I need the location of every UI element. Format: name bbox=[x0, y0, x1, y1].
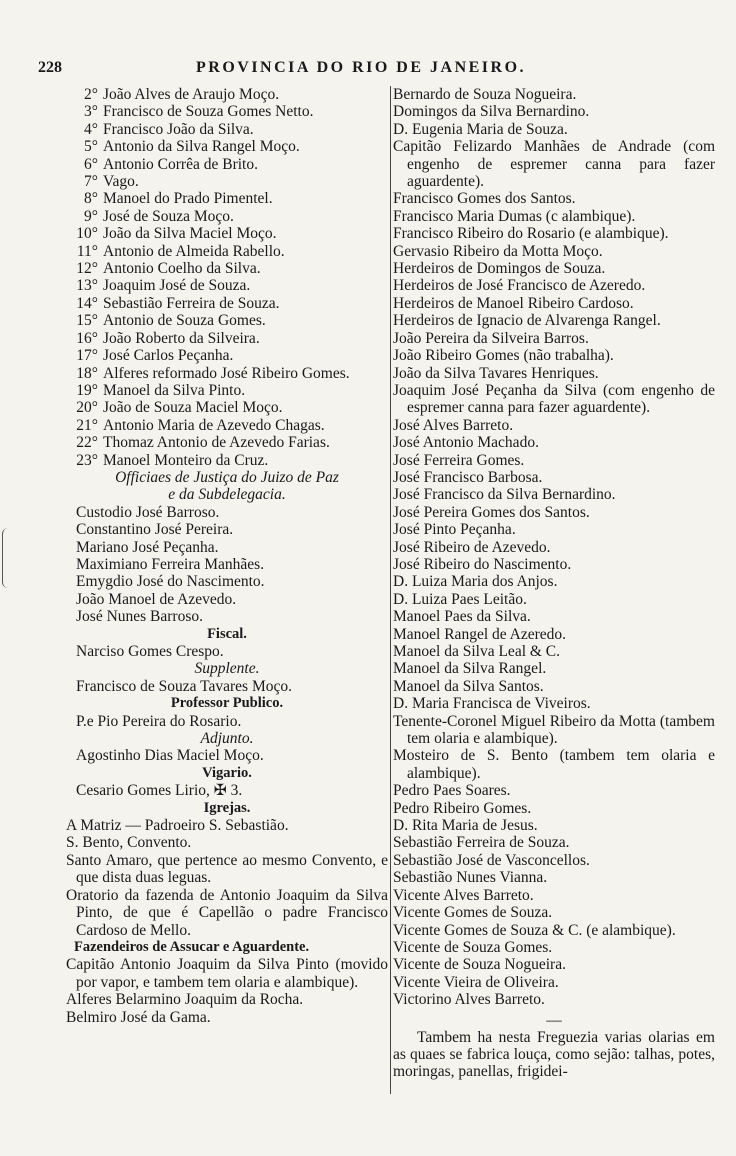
fazendeiro-entry: José Pinto Peçanha. bbox=[393, 521, 516, 539]
fazendeiro-entry: Manoel da Silva Leal & C. bbox=[393, 643, 561, 660]
fazendeiro-entry: Tenente-Coronel Miguel Ribeiro da Motta (tambem tem olaria e alambique). bbox=[393, 712, 715, 748]
igreja-item: Oratorio da fazenda de Antonio Joaquim da Silva Pinto, de que é Capellão o padre Francisco Cardoso de Mello. bbox=[66, 886, 388, 939]
fazendeiro-entry: D. Eugenia Maria de Souza. bbox=[393, 120, 568, 138]
numbered-list-item bbox=[66, 243, 388, 260]
adjunto-heading: Adjunto. bbox=[200, 730, 254, 748]
numbered-list-item bbox=[66, 277, 388, 294]
fazendeiro-entry: Manoel Rangel de Azeredo. bbox=[393, 625, 567, 643]
fazendeiro-entry: Herdeiros de Manoel Ribeiro Cardoso. bbox=[393, 294, 634, 312]
fazendeiros-heading: Fazendeiros de Assucar e Aguardente. bbox=[74, 938, 310, 955]
fazendeiro-entry: Herdeiros de Domingos de Souza. bbox=[393, 260, 606, 278]
list-item-number: 4° bbox=[84, 120, 98, 138]
list-item-number: 7° bbox=[84, 173, 98, 191]
fiscal-heading: Fiscal. bbox=[207, 625, 247, 642]
list-item-number: 17° bbox=[76, 347, 98, 365]
list-item-name: Antonio da Silva Rangel Moço. bbox=[103, 138, 300, 156]
left-column bbox=[66, 86, 388, 1026]
numbered-list-item bbox=[66, 330, 388, 347]
fazendeiro-entry: José Ribeiro de Azevedo. bbox=[393, 538, 551, 556]
numbered-list-item bbox=[66, 312, 388, 329]
list-item-number: 14° bbox=[76, 294, 98, 312]
fazendeiro-entry: Manoel da Silva Santos. bbox=[393, 677, 544, 695]
numbered-list bbox=[66, 86, 388, 469]
fazendeiro-entry: Vicente Gomes de Souza. bbox=[393, 904, 553, 922]
list-item-number: 18° bbox=[76, 364, 98, 382]
fazendeiro-item: Alferes Belarmino Joaquim da Rocha. bbox=[66, 991, 304, 1009]
list-item-number: 2° bbox=[84, 86, 98, 103]
list-item-number: 19° bbox=[76, 381, 98, 399]
fazendeiro-entry: D. Maria Francisca de Viveiros. bbox=[393, 695, 591, 713]
official-item: João Manoel de Azevedo. bbox=[76, 590, 237, 608]
numbered-list-item bbox=[66, 208, 388, 225]
official-item: Mariano José Peçanha. bbox=[76, 538, 219, 556]
margin-bracket-mark bbox=[2, 528, 11, 588]
fazendeiro-entry: Gervasio Ribeiro da Motta Moço. bbox=[393, 242, 603, 260]
list-item-number: 22° bbox=[76, 434, 98, 452]
list-item-name: Manoel Monteiro da Cruz. bbox=[103, 451, 269, 469]
page-number: 228 bbox=[38, 59, 62, 76]
list-item-name: Francisco de Souza Gomes Netto. bbox=[103, 103, 314, 121]
fazendeiro-entry: Joaquim José Peçanha da Silva (com engenho de espremer canna para fazer aguardente). bbox=[393, 381, 715, 417]
official-item: Maximiano Ferreira Manhães. bbox=[76, 555, 265, 573]
list-item-name: Joaquim José de Souza. bbox=[103, 277, 251, 295]
vigario-heading: Vigario. bbox=[202, 764, 252, 781]
fazendeiro-entry: João Ribeiro Gomes (não trabalha). bbox=[393, 347, 614, 365]
fazendeiro-entry: Pedro Paes Soares. bbox=[393, 782, 511, 800]
list-item-name: João de Souza Maciel Moço. bbox=[103, 399, 283, 417]
vigario-name: Cesario Gomes Lirio, ✠ 3. bbox=[76, 782, 243, 800]
fazendeiro-entry: José Alves Barreto. bbox=[393, 416, 514, 434]
fazendeiro-entry: Manoel da Silva Rangel. bbox=[393, 660, 547, 678]
fazendeiro-entry: Sebastião Nunes Vianna. bbox=[393, 869, 548, 887]
igreja-item: A Matriz — Padroeiro S. Sebastião. bbox=[66, 817, 289, 835]
fazendeiro-entry: José Francisco Barbosa. bbox=[393, 468, 543, 486]
numbered-list-item bbox=[66, 399, 388, 416]
list-item-number: 11° bbox=[76, 242, 98, 260]
fazendeiro-entry: Pedro Ribeiro Gomes. bbox=[393, 799, 532, 817]
list-item-number: 15° bbox=[76, 312, 98, 330]
fazendeiro-entry: Vicente Vieira de Oliveira. bbox=[393, 973, 559, 991]
list-item-name: Manoel da Silva Pinto. bbox=[103, 381, 246, 399]
fazendeiro-item: Belmiro José da Gama. bbox=[66, 1008, 211, 1026]
fazendeiros-list bbox=[66, 956, 388, 1026]
fazendeiro-entry: José Pereira Gomes dos Santos. bbox=[393, 503, 590, 521]
fazendeiro-entry: Domingos da Silva Bernardino. bbox=[393, 103, 590, 121]
numbered-list-item bbox=[66, 365, 388, 382]
list-item-number: 13° bbox=[76, 277, 98, 295]
list-item-number: 23° bbox=[76, 451, 98, 469]
fazendeiro-entry: José Ribeiro do Nascimento. bbox=[393, 555, 572, 573]
fazendeiro-entry: Herdeiros de Ignacio de Alvarenga Rangel. bbox=[393, 312, 661, 330]
fazendeiro-entry: Herdeiros de José Francisco de Azeredo. bbox=[393, 277, 646, 295]
list-item-number: 8° bbox=[84, 190, 98, 208]
fazendeiro-entry: Vicente de Souza Nogueira. bbox=[393, 956, 566, 974]
numbered-list-item bbox=[66, 138, 388, 155]
fazendeiro-entry: José Francisco da Silva Bernardino. bbox=[393, 486, 616, 504]
igrejas-heading: Igrejas. bbox=[203, 799, 251, 816]
numbered-list-item bbox=[66, 347, 388, 364]
fazendeiro-entry: João Pereira da Silveira Barros. bbox=[393, 329, 589, 347]
list-item-name: João Roberto da Silveira. bbox=[103, 329, 260, 347]
list-item-number: 9° bbox=[84, 207, 98, 225]
list-item-number: 3° bbox=[84, 103, 98, 121]
list-item-name: Alferes reformado José Ribeiro Gomes. bbox=[103, 364, 350, 382]
list-item-number: 10° bbox=[76, 225, 98, 243]
professor-name: P.e Pio Pereira do Rosario. bbox=[76, 712, 242, 730]
list-item-name: Antonio Corrêa de Brito. bbox=[103, 155, 258, 173]
adjunto-name: Agostinho Dias Maciel Moço. bbox=[76, 747, 264, 765]
numbered-list-item bbox=[66, 86, 388, 103]
list-item-number: 21° bbox=[76, 416, 98, 434]
list-item-name: João Alves de Araujo Moço. bbox=[103, 86, 280, 103]
numbered-list-item bbox=[66, 295, 388, 312]
igreja-item: Santo Amaro, que pertence ao mesmo Convento, e que dista duas leguas. bbox=[66, 851, 388, 887]
fazendeiro-entry: Victorino Alves Barreto. bbox=[393, 991, 545, 1009]
official-item: Constantino José Pereira. bbox=[76, 521, 234, 539]
list-item-name: Thomaz Antonio de Azevedo Farias. bbox=[103, 434, 330, 452]
fazendeiro-entry: Sebastião Ferreira de Souza. bbox=[393, 834, 570, 852]
list-item-name: José de Souza Moço. bbox=[103, 207, 234, 225]
list-item-number: 12° bbox=[76, 260, 98, 278]
fiscal-name: Narciso Gomes Crespo. bbox=[76, 643, 224, 660]
fazendeiro-entry: Vicente Alves Barreto. bbox=[393, 886, 534, 904]
fazendeiro-entry: Bernardo de Souza Nogueira. bbox=[393, 86, 577, 103]
fazendeiro-entry: Capitão Felizardo Manhães de Andrade (com engenho de espremer canna para fazer aguardente). bbox=[393, 138, 715, 191]
fazendeiro-entry: Vicente de Souza Gomes. bbox=[393, 938, 553, 956]
right-entries-list bbox=[393, 86, 715, 1009]
fazendeiro-entry: João da Silva Tavares Henriques. bbox=[393, 364, 599, 382]
separator-dash: — bbox=[546, 1011, 562, 1029]
fazendeiro-entry: Vicente Gomes de Souza & C. (e alambique). bbox=[393, 921, 676, 939]
numbered-list-item bbox=[66, 190, 388, 207]
running-title: PROVINCIA DO RIO DE JANEIRO. bbox=[196, 59, 527, 76]
fazendeiro-entry: Francisco Gomes dos Santos. bbox=[393, 190, 576, 208]
fazendeiro-entry: D. Rita Maria de Jesus. bbox=[393, 817, 538, 835]
supplente-name: Francisco de Souza Tavares Moço. bbox=[76, 677, 292, 695]
fazendeiro-item: Capitão Antonio Joaquim da Silva Pinto (movido por vapor, e tambem tem olaria e alambique). bbox=[66, 956, 388, 991]
list-item-name: Antonio Coelho da Silva. bbox=[103, 260, 261, 278]
numbered-list-item bbox=[66, 103, 388, 120]
fazendeiro-entry: Mosteiro de S. Bento (tambem tem olaria e alambique). bbox=[393, 747, 715, 782]
officials-list bbox=[66, 504, 388, 626]
list-item-number: 5° bbox=[84, 138, 98, 156]
igrejas-list bbox=[66, 817, 388, 939]
official-item: Custodio José Barroso. bbox=[76, 503, 220, 521]
officials-heading-cont: e da Subdelegacia. bbox=[168, 486, 286, 504]
numbered-list-item bbox=[66, 434, 388, 451]
fazendeiro-entry: D. Luiza Maria dos Anjos. bbox=[393, 573, 558, 591]
official-item: Emygdio José do Nascimento. bbox=[76, 573, 265, 591]
list-item-name: Antonio de Souza Gomes. bbox=[103, 312, 266, 330]
numbered-list-item bbox=[66, 121, 388, 138]
numbered-list-item bbox=[66, 382, 388, 399]
numbered-list-item bbox=[66, 452, 388, 469]
list-item-name: Francisco João da Silva. bbox=[103, 120, 254, 138]
list-item-name: Sebastião Ferreira de Souza. bbox=[103, 294, 280, 312]
fazendeiro-entry: Sebastião José de Vasconcellos. bbox=[393, 851, 590, 869]
official-item: José Nunes Barroso. bbox=[76, 608, 203, 626]
list-item-number: 6° bbox=[84, 155, 98, 173]
numbered-list-item bbox=[66, 173, 388, 190]
list-item-number: 16° bbox=[76, 329, 98, 347]
fazendeiro-entry: José Antonio Machado. bbox=[393, 434, 539, 452]
list-item-number: 20° bbox=[76, 399, 98, 417]
list-item-name: Antonio Maria de Azevedo Chagas. bbox=[103, 416, 325, 434]
professor-heading: Professor Publico. bbox=[170, 695, 284, 712]
list-item-name: Manoel do Prado Pimentel. bbox=[103, 190, 273, 208]
list-item-name: João da Silva Maciel Moço. bbox=[103, 225, 277, 243]
fazendeiro-entry: D. Luiza Paes Leitão. bbox=[393, 590, 527, 608]
numbered-list-item bbox=[66, 260, 388, 277]
supplente-heading: Supplente. bbox=[194, 660, 260, 678]
igreja-item: S. Bento, Convento. bbox=[66, 834, 192, 852]
numbered-list-item bbox=[66, 225, 388, 242]
right-column bbox=[390, 86, 715, 1094]
closing-paragraph: Tambem ha nesta Freguezia varias olarias em as quaes se fabrica louça, como sejão: talhas, potes, moringas, panellas, frigidei- bbox=[393, 1028, 715, 1081]
list-item-name: José Carlos Peçanha. bbox=[103, 347, 234, 365]
numbered-list-item bbox=[66, 417, 388, 434]
officials-heading: Officiaes de Justiça do Juizo de Paz bbox=[115, 468, 339, 486]
numbered-list-item bbox=[66, 156, 388, 173]
fazendeiro-entry: José Ferreira Gomes. bbox=[393, 451, 525, 469]
list-item-name: Antonio de Almeida Rabello. bbox=[103, 242, 285, 260]
list-item-name: Vago. bbox=[103, 173, 139, 191]
fazendeiro-entry: Francisco Maria Dumas (c alambique). bbox=[393, 207, 636, 225]
fazendeiro-entry: Francisco Ribeiro do Rosario (e alambique). bbox=[393, 225, 669, 243]
fazendeiro-entry: Manoel Paes da Silva. bbox=[393, 608, 531, 626]
